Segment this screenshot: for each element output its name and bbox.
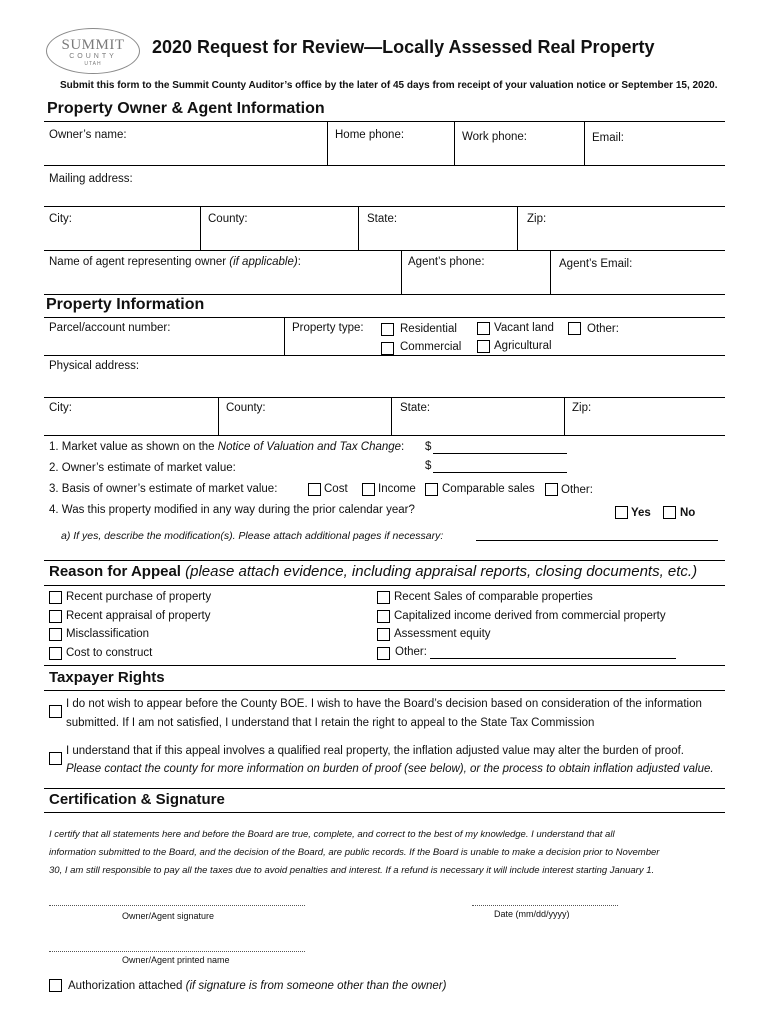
divider [44, 165, 725, 166]
appeal-assessment-equity-label: Assessment equity [394, 628, 491, 640]
summit-county-logo [46, 28, 140, 74]
other-type-label: Other: [587, 323, 619, 335]
agent-phone-label: Agent’s phone: [408, 256, 485, 268]
appeal-recent-purchase-checkbox[interactable] [49, 591, 62, 604]
vacant-land-checkbox[interactable] [477, 322, 490, 335]
modified-yes-checkbox[interactable] [615, 506, 628, 519]
basis-comparable-checkbox[interactable] [425, 483, 438, 496]
parcel-label: Parcel/account number: [49, 322, 171, 334]
property-section-heading: Property Information [46, 296, 205, 313]
agent-email-label: Agent’s Email: [559, 258, 633, 270]
divider [44, 397, 725, 398]
email-label: Email: [592, 132, 624, 144]
physical-address-label: Physical address: [49, 360, 140, 372]
appeal-capitalized-income-label: Capitalized income derived from commercial property [394, 610, 666, 622]
appeal-other-label: Other: [395, 646, 427, 658]
market-value-input[interactable] [433, 453, 567, 454]
county-label: County: [208, 213, 248, 225]
appeal-comparable-sales-checkbox[interactable] [377, 591, 390, 604]
basis-cost-checkbox[interactable] [308, 483, 321, 496]
divider [517, 207, 518, 250]
signature-label: Owner/Agent signature [122, 911, 215, 921]
divider [44, 250, 725, 251]
date-line[interactable] [472, 905, 618, 906]
state-label: State: [367, 213, 398, 225]
printed-name-line[interactable] [49, 951, 305, 952]
authorization-checkbox[interactable] [49, 979, 62, 992]
divider [44, 294, 725, 295]
signature-line[interactable] [49, 905, 305, 906]
divider [358, 207, 359, 250]
mailing-address-label: Mailing address: [49, 173, 133, 185]
commercial-checkbox[interactable] [381, 342, 394, 355]
divider [44, 665, 725, 666]
modified-no-label: No [680, 507, 696, 519]
appeal-recent-appraisal-checkbox[interactable] [49, 610, 62, 623]
q2-label: 2. Owner’s estimate of market value: [49, 462, 236, 474]
logo-state: UTAH [84, 61, 102, 67]
divider [44, 206, 725, 207]
work-phone-label: Work phone: [462, 131, 527, 143]
home-phone-label: Home phone: [335, 129, 405, 141]
commercial-label: Commercial [400, 341, 462, 353]
basis-other-label: Other: [561, 484, 593, 496]
divider [550, 251, 551, 294]
modification-description-input[interactable] [476, 540, 718, 541]
form-title: 2020 Request for Review—Locally Assessed Real Property [152, 37, 655, 57]
printed-name-label: Owner/Agent printed name [122, 955, 230, 965]
divider [391, 398, 392, 435]
zip-label: Zip: [527, 213, 547, 225]
property-county-label: County: [226, 402, 266, 414]
basis-comparable-label: Comparable sales [442, 483, 535, 495]
owner-section-heading: Property Owner & Agent Information [47, 100, 325, 117]
residential-checkbox[interactable] [381, 323, 394, 336]
basis-other-checkbox[interactable] [545, 483, 558, 496]
divider [584, 122, 585, 165]
divider [44, 435, 725, 436]
appeal-cost-to-construct-label: Cost to construct [66, 647, 153, 659]
agent-name-label: Name of agent representing owner (if applicable): [49, 256, 301, 268]
basis-cost-label: Cost [324, 483, 348, 495]
q3-label: 3. Basis of owner’s estimate of market value: [49, 483, 278, 495]
logo-subtext: COUNTY [69, 53, 117, 60]
q4a-label: a) If yes, describe the modification(s). Please attach additional pages if necessary: [61, 530, 444, 542]
appeal-recent-appraisal-label: Recent appraisal of property [66, 610, 211, 622]
rights-no-appearance-line2: submitted. If I am not satisfied, I understand that I retain the right to appeal to the State Tax Commission [66, 717, 595, 729]
appeal-section-heading: Reason for Appeal (please attach evidence, including appraisal reports, closing documents, etc.) [49, 563, 698, 580]
divider [44, 560, 725, 561]
date-label: Date (mm/dd/yyyy) [494, 909, 570, 919]
property-city-label: City: [49, 402, 72, 414]
appeal-comparable-sales-label: Recent Sales of comparable properties [394, 591, 593, 603]
certification-text: I certify that all statements here and before the Board are true, complete, and correct to the best of my knowledge. I understand that all information submitted to the Board, and the decision of the Board, are public records. If the Board is unable to make a decision prior to November 30, I am still responsible to pay all the taxes due to avoid penalties and interest. If a refund is necessary it will include interest starting January 1. [49, 829, 660, 876]
q4-label: 4. Was this property modified in any way during the prior calendar year? [49, 504, 415, 516]
divider [44, 585, 725, 586]
divider [44, 812, 725, 813]
divider [218, 398, 219, 435]
basis-income-checkbox[interactable] [362, 483, 375, 496]
residential-label: Residential [400, 323, 457, 335]
property-type-label: Property type: [292, 322, 364, 334]
appeal-recent-purchase-label: Recent purchase of property [66, 591, 212, 603]
appeal-other-checkbox[interactable] [377, 647, 390, 660]
submit-note: Submit this form to the Summit County Auditor’s office by the later of 45 days from receipt of your valuation notice or September 15, 2020. [60, 80, 718, 91]
q2-dollar-sign: $ [425, 460, 432, 472]
rights-burden-line1: I understand that if this appeal involves a qualified real property, the inflation adjusted value may alter the burden of proof. [66, 745, 684, 757]
cert-section-heading: Certification & Signature [49, 791, 225, 808]
owners-name-label: Owner’s name: [49, 129, 127, 141]
appeal-misclassification-label: Misclassification [66, 628, 150, 640]
divider [44, 317, 725, 318]
appeal-misclassification-checkbox[interactable] [49, 628, 62, 641]
rights-no-appearance-line1: I do not wish to appear before the County BOE. I wish to have the Board’s decision based on consideration of the information [66, 698, 702, 710]
divider [401, 251, 402, 294]
property-state-label: State: [400, 402, 431, 414]
divider [44, 355, 725, 356]
q1-label: 1. Market value as shown on the Notice of Valuation and Tax Change: [49, 441, 405, 453]
logo-text: SUMMIT [61, 37, 125, 53]
burden-of-proof-checkbox[interactable] [49, 752, 62, 765]
divider [454, 122, 455, 165]
appeal-assessment-equity-checkbox[interactable] [377, 628, 390, 641]
modified-no-checkbox[interactable] [663, 506, 676, 519]
appeal-other-input[interactable] [430, 658, 676, 659]
divider [44, 788, 725, 789]
divider [44, 690, 725, 691]
appeal-cost-to-construct-checkbox[interactable] [49, 647, 62, 660]
divider [200, 207, 201, 250]
rights-section-heading: Taxpayer Rights [49, 669, 165, 686]
other-type-checkbox[interactable] [568, 322, 581, 335]
agricultural-label: Agricultural [494, 340, 552, 352]
property-zip-label: Zip: [572, 402, 592, 414]
authorization-label: Authorization attached (if signature is from someone other than the owner) [68, 980, 447, 992]
divider [564, 398, 565, 435]
appeal-capitalized-income-checkbox[interactable] [377, 610, 390, 623]
rights-burden-line2: Please contact the county for more information on burden of proof (see below), or the process to obtain inflation adjusted value. [66, 763, 714, 775]
divider [284, 318, 285, 355]
divider [44, 121, 725, 122]
no-appearance-checkbox[interactable] [49, 705, 62, 718]
vacant-land-label: Vacant land [494, 322, 554, 334]
basis-income-label: Income [378, 483, 416, 495]
city-label: City: [49, 213, 72, 225]
divider [327, 122, 328, 165]
modified-yes-label: Yes [631, 507, 651, 519]
agricultural-checkbox[interactable] [477, 340, 490, 353]
owner-estimate-input[interactable] [433, 472, 567, 473]
q1-dollar-sign: $ [425, 441, 432, 453]
